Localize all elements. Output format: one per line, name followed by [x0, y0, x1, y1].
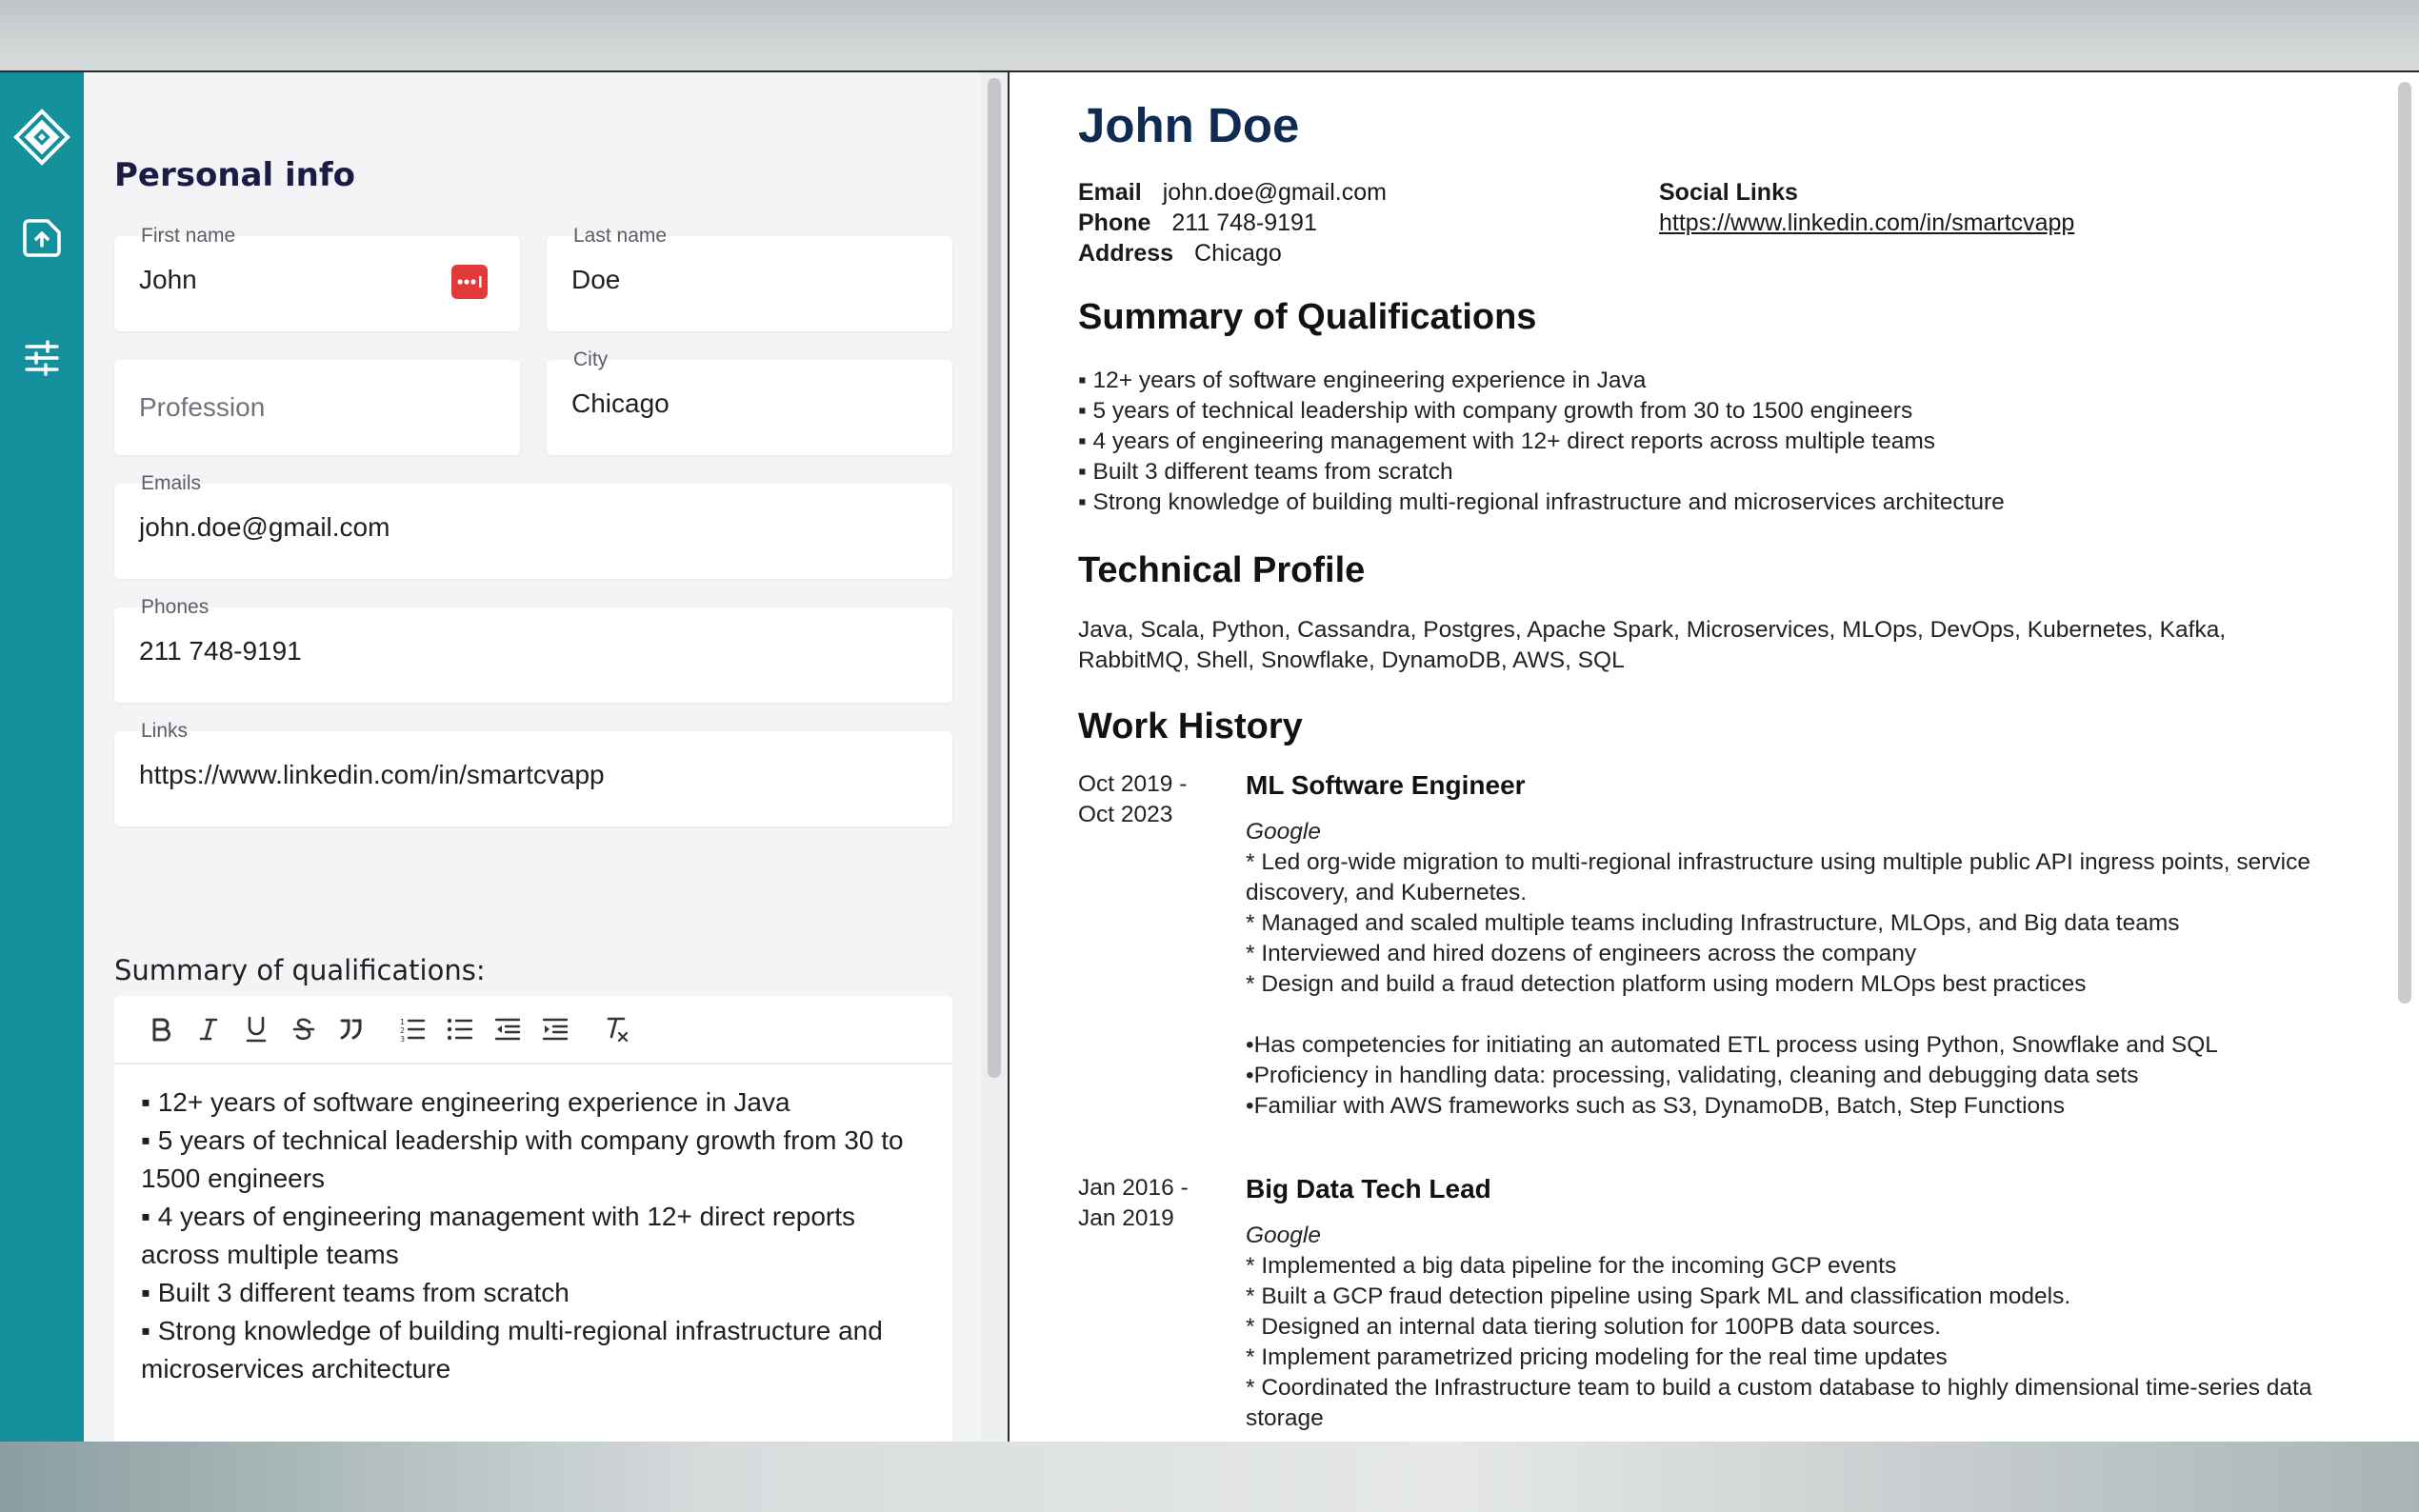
social-links-key: Social Links [1659, 179, 1798, 206]
links-value[interactable]: https://www.linkedin.com/in/smartcvapp [139, 760, 605, 789]
phone-value: 211 748-9191 [1171, 209, 1317, 236]
summary-editor[interactable] [114, 996, 952, 1442]
job-lines [1246, 1251, 2369, 1434]
job-title: ML Software Engineer [1246, 770, 1526, 800]
summary-item: ▪ 5 years of technical leadership with company growth from 30 to 1500 engineers [141, 1125, 904, 1193]
phones-field[interactable] [114, 596, 952, 703]
links-label: Links [141, 720, 189, 742]
job-line: * Built a GCP fraud detection pipeline using Spark ML and classification models. [1246, 1283, 2071, 1309]
job-dates [1078, 769, 1230, 830]
phones-label: Phones [141, 596, 210, 618]
phones-value[interactable]: 211 748-9191 [139, 636, 302, 666]
work-heading: Work History [1078, 706, 1303, 746]
summary-list-item: ▪ 12+ years of software engineering experience in Java [1078, 368, 1647, 393]
address-value: Chicago [1194, 240, 1282, 267]
resume-name: John Doe [1078, 98, 1300, 152]
outdent-icon[interactable] [484, 1005, 531, 1053]
job-line: * Implement parametrized pricing modeling for the real time updates [1246, 1344, 1948, 1370]
job-line: •Has competencies for initiating an automated ETL process using Python, Snowflake and SQL [1246, 1032, 2218, 1058]
summary-list-item: ▪ 4 years of engineering management with 12+ direct reports across multiple teams [1078, 428, 1935, 454]
summary-item: ▪ Built 3 different teams from scratch [141, 1278, 570, 1307]
links-field[interactable] [114, 720, 952, 826]
technical-heading: Technical Profile [1078, 550, 1366, 590]
last-name-value[interactable]: Doe [571, 265, 621, 294]
social-link[interactable]: https://www.linkedin.com/in/smartcvapp [1659, 209, 2075, 236]
job-body [1246, 1173, 2369, 1434]
address-key: Address [1078, 240, 1174, 267]
job-company: Google [1246, 1223, 1322, 1248]
section-title: Personal info [114, 156, 355, 194]
summary-item: ▪ Strong knowledge of building multi-regional infrastructure and microservices architecture [141, 1316, 883, 1383]
bold-icon[interactable] [137, 1005, 185, 1053]
job-company: Google [1246, 819, 1322, 845]
editor-toolbar [114, 996, 952, 1064]
emails-value[interactable]: john.doe@gmail.com [139, 512, 390, 542]
upload-icon[interactable] [13, 209, 70, 267]
job-title: Big Data Tech Lead [1246, 1174, 1491, 1204]
summary-editor-body[interactable] [114, 1064, 952, 1407]
job-line: * Coordinated the Infrastructure team to build a custom database to highly dimensional time-series data storage [1246, 1375, 2312, 1431]
underline-icon[interactable] [232, 1005, 280, 1053]
emails-field[interactable] [114, 472, 952, 579]
social-links-block [1659, 177, 2074, 238]
city-field[interactable] [547, 348, 952, 455]
summary-label: Summary of qualifications: [114, 954, 486, 986]
emails-label: Emails [141, 472, 202, 494]
first-name-value[interactable]: John [139, 265, 197, 294]
city-value[interactable]: Chicago [571, 388, 670, 418]
sliders-icon[interactable] [13, 329, 70, 387]
svg-text:2: 2 [400, 1026, 406, 1035]
job-line: •Familiar with AWS frameworks such as S3, DynamoDB, Batch, Step Functions [1246, 1093, 2066, 1119]
preview-scrollbar[interactable] [2398, 82, 2411, 1004]
phone-key: Phone [1078, 209, 1151, 236]
first-name-field[interactable] [114, 225, 520, 331]
summary-list-item: ▪ Strong knowledge of building multi-regional infrastructure and microservices architecture [1078, 489, 2005, 515]
job-line: * Led org-wide migration to multi-regional infrastructure using multiple public API ingress points, service discovery, and Kubernetes. [1246, 849, 2310, 905]
indent-icon[interactable] [531, 1005, 579, 1053]
job-date-end: Jan 2019 [1078, 1205, 1174, 1231]
first-name-label: First name [141, 225, 236, 247]
last-name-field[interactable] [547, 225, 952, 331]
summary-list-item: ▪ 5 years of technical leadership with company growth from 30 to 1500 engineers [1078, 398, 1913, 424]
job-body [1246, 769, 2369, 1122]
ordered-list-icon[interactable] [389, 1005, 436, 1053]
job-line: * Design and build a fraud detection platform using modern MLOps best practices [1246, 971, 2087, 997]
job-date-end: Oct 2023 [1078, 802, 1173, 827]
desktop-background [0, 1440, 2419, 1512]
profession-field[interactable] [114, 360, 520, 455]
city-label: City [573, 348, 609, 370]
job-lines [1246, 847, 2369, 1122]
technical-text: Java, Scala, Python, Cassandra, Postgres, Apache Spark, Microservices, MLOps, DevOps, Kubernetes, Kafka, RabbitMQ, Shell, Snowflake, DynamoDB, AWS, SQL [1078, 617, 2227, 673]
summary-list [1078, 366, 2005, 518]
job-line: * Implemented a big data pipeline for the incoming GCP events [1246, 1253, 1897, 1279]
strikethrough-icon[interactable] [280, 1005, 328, 1053]
summary-heading: Summary of Qualifications [1078, 297, 1537, 337]
job-date-start: Jan 2016 - [1078, 1175, 1189, 1201]
editor-scrollbar[interactable] [988, 78, 1001, 1078]
contact-block [1078, 177, 1387, 269]
clear-format-icon[interactable] [592, 1005, 640, 1053]
svg-text:1: 1 [400, 1018, 406, 1026]
quote-icon[interactable] [328, 1005, 375, 1053]
job-line: * Interviewed and hired dozens of engineers across the company [1246, 941, 1917, 966]
summary-list-item: ▪ Built 3 different teams from scratch [1078, 459, 1453, 485]
svg-text:3: 3 [400, 1035, 406, 1042]
job-dates [1078, 1173, 1230, 1234]
profession-placeholder[interactable]: Profession [139, 392, 266, 422]
job-line: * Managed and scaled multiple teams including Infrastructure, MLOps, and Big data teams [1246, 910, 2180, 936]
summary-item: ▪ 12+ years of software engineering experience in Java [141, 1087, 790, 1117]
email-key: Email [1078, 179, 1142, 206]
last-name-label: Last name [573, 225, 668, 247]
job-date-start: Oct 2019 - [1078, 771, 1188, 797]
italic-icon[interactable] [185, 1005, 232, 1053]
resume-preview [1008, 72, 2419, 1442]
job-line: * Designed an internal data tiering solution for 100PB data sources. [1246, 1314, 1942, 1340]
editor-panel [84, 72, 985, 1442]
summary-item: ▪ 4 years of engineering management with 12+ direct reports across multiple teams [141, 1202, 856, 1269]
sidebar [0, 72, 84, 1442]
password-manager-icon[interactable] [451, 265, 488, 299]
job-line: •Proficiency in handling data: processing, validating, cleaning and debugging data sets [1246, 1063, 2139, 1088]
bullet-list-icon[interactable] [436, 1005, 484, 1053]
email-value: john.doe@gmail.com [1162, 179, 1387, 206]
app-window [0, 70, 2419, 1442]
logo-diamond-icon[interactable] [13, 109, 70, 166]
